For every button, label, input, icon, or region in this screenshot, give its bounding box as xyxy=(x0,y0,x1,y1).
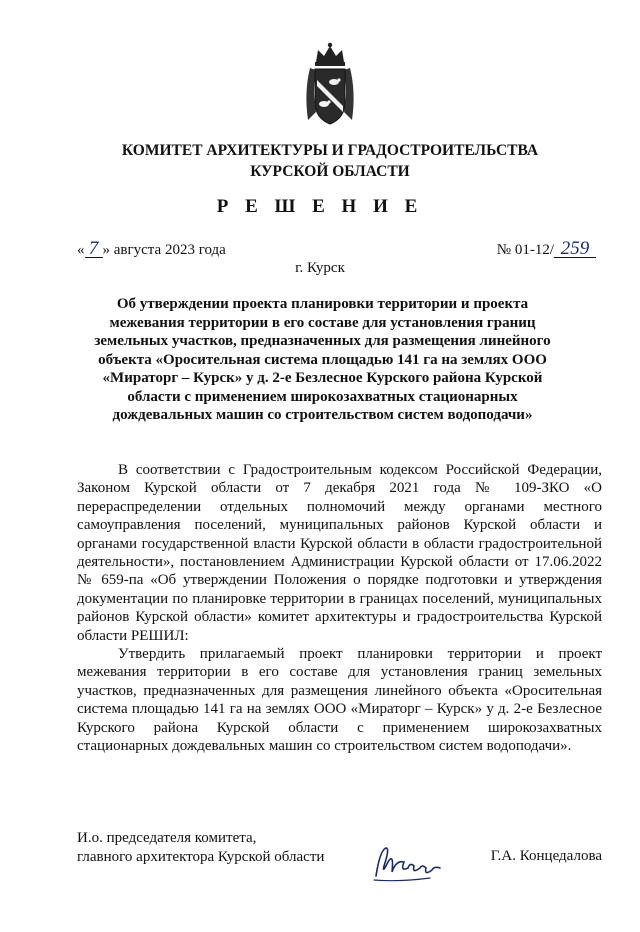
signatory-title-line-2: главного архитектора Курской области xyxy=(77,849,325,865)
organization-line-1: КОМИТЕТ АРХИТЕКТУРЫ И ГРАДОСТРОИТЕЛЬСТВА xyxy=(121,142,539,159)
number-prefix: № 01-12/ xyxy=(496,242,554,258)
document-date xyxy=(77,240,226,260)
document-body xyxy=(77,461,602,756)
date-prefix: « xyxy=(77,242,85,258)
signatory-title xyxy=(77,829,324,867)
date-rest: » августа 2023 года xyxy=(102,242,226,258)
signatory-name: Г.А. Концедалова xyxy=(490,848,602,864)
document-number xyxy=(497,240,596,260)
document-subject: Об утверждении проекта планировки территории и проекта межевания территории в его составе для установления границ земельных участков, предназначенных для размещения линейного объекта «Оросительная система площадью 141 га на землях ООО «Мираторг – Курск» у д. 2-е Безлесное Курского района Курской области с применением широкозахватных стационарных дождевальных машин со строительством систем водоподачи» xyxy=(94,296,551,423)
signatory-title-line-1: И.о. председателя комитета, xyxy=(77,830,257,846)
coat-of-arms-icon xyxy=(298,42,362,128)
document-type-title: Р Е Ш Е Н И Е xyxy=(216,196,424,217)
body-paragraph-2: Утвердить прилагаемый проект планировки территории и проект межевания территории в его составе для установления границ земельных участков, предназначенных для размещения линейного объекта «Оросительная система площадью 141 га на землях ООО «Мираторг – Курск» у д. 2-е Безлесное Курского района Курской области с применением широкозахватных стационарных дождевальных машин со строительством систем водоподачи». xyxy=(77,646,602,755)
date-day-handwritten: 7 xyxy=(85,241,103,258)
number-value-handwritten: 259 xyxy=(554,241,596,258)
handwritten-signature xyxy=(370,842,448,888)
organization-line-2: КУРСКОЙ ОБЛАСТИ xyxy=(250,163,410,180)
body-paragraph-1: В соответствии с Градостроительным кодексом Российской Федерации, Законом Курской области от 7 декабря 2021 года № 109-ЗКО «О перераспределении отдельных полномочий между органами местного самоуправления поселений, муниципальных районов Курской области и органами государственной власти Курской области в области градостроительной деятельности», постановлением Администрации Курской области от 17.06.2022 № 659-па «Об утверждении Положения о порядке подготовки и утверждения документации по планировке территории в границах поселений, муниципальных районов Курской области» комитет архитектуры и градостроительства Курской области РЕШИЛ: xyxy=(77,462,602,644)
organization-name xyxy=(60,140,600,182)
document-city: г. Курск xyxy=(295,260,345,276)
